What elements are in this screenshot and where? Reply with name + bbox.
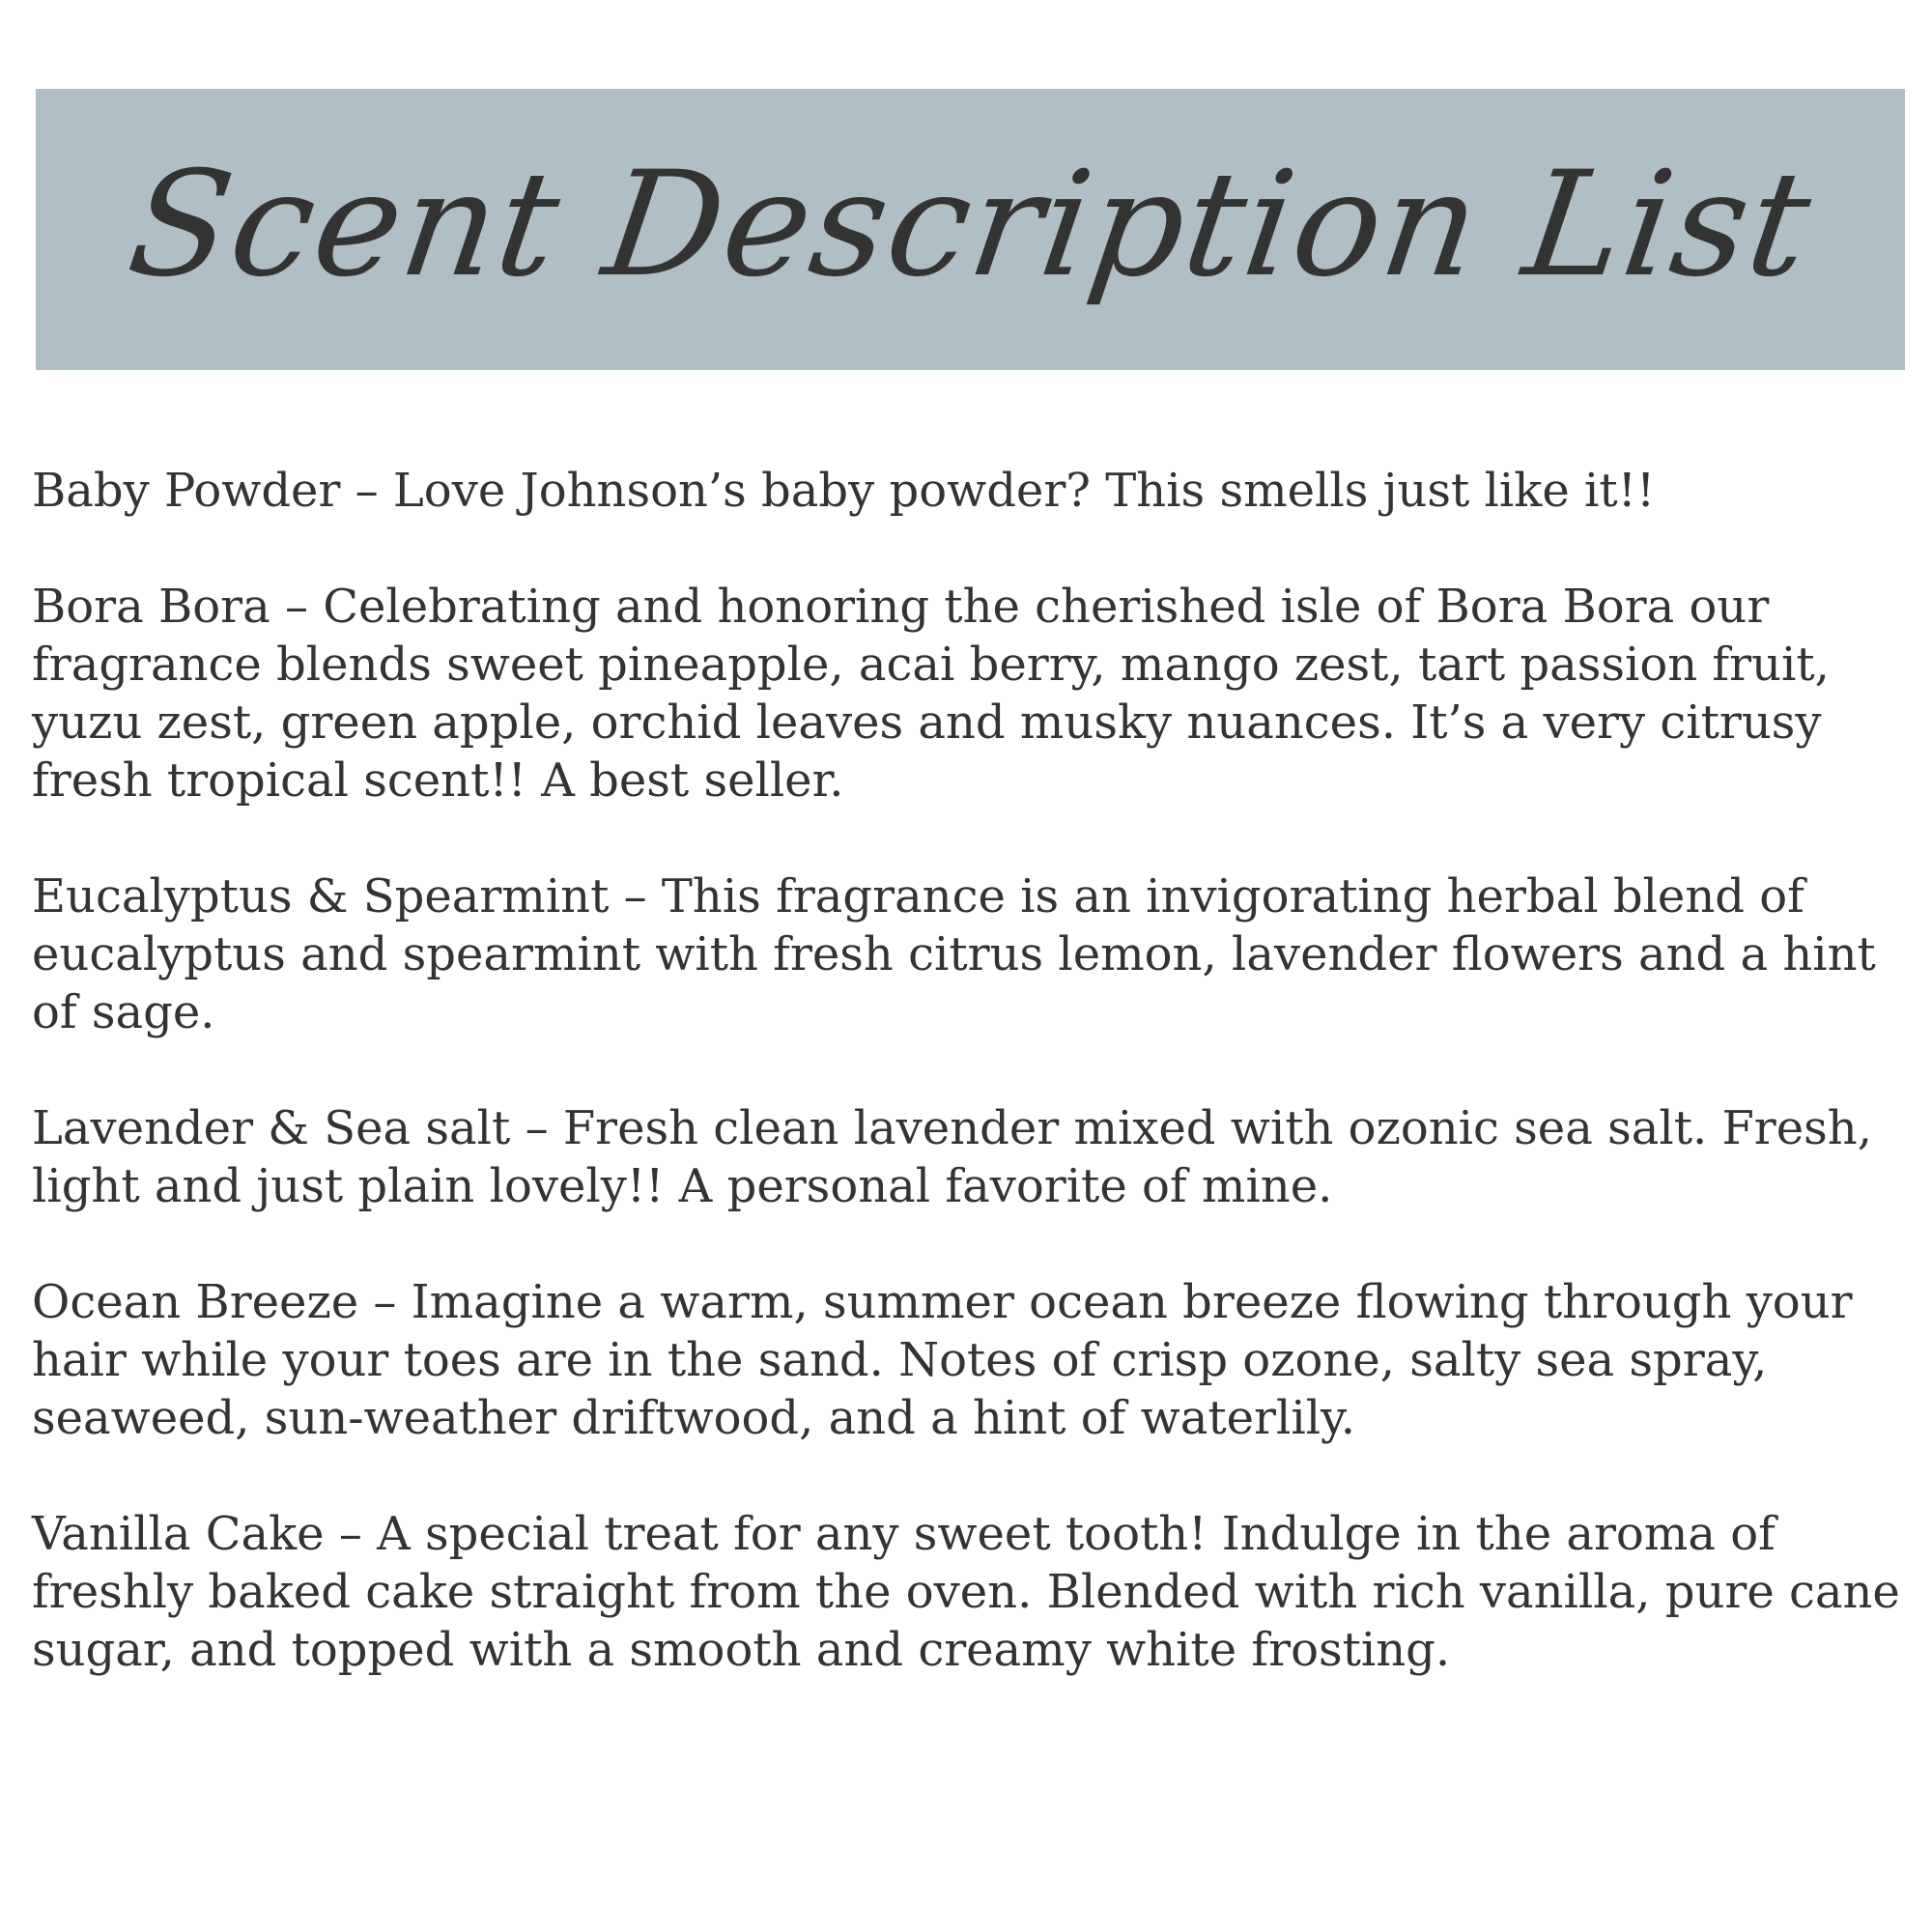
scent-entry-eucalyptus-spearmint: Eucalyptus & Spearmint – This fragrance is an invigorating herbal blend of eucalyptus and spearmint with fresh citrus lemon, lavender flowers and a hint of sage. [32,869,1876,1039]
page-title: Scent Description List [119,140,1822,309]
scent-entry-ocean-breeze: Ocean Breeze – Imagine a warm, summer ocean breeze flowing through your hair while your toes are in the sand. Notes of crisp ozone, salty sea spray, seaweed, sun-weather driftwood, and a hint of waterlily. [32,1275,1853,1445]
scent-entry-lavender-sea-salt: Lavender & Sea salt – Fresh clean lavender mixed with ozonic sea salt. Fresh, light and just plain lovely!! A personal favorite of mine. [32,1101,1872,1213]
title-banner [36,89,1905,370]
scent-list [32,462,1901,1737]
scent-entry-vanilla-cake: Vanilla Cake – A special treat for any sweet tooth! Indulge in the aroma of freshly baked cake straight from the oven. Blended with rich vanilla, pure cane sugar, and topped with a smooth and creamy white frosting. [32,1507,1900,1677]
scent-entry-bora-bora: Bora Bora – Celebrating and honoring the cherished isle of Bora Bora our fragrance blends sweet pineapple, acai berry, mango zest, tart passion fruit, yuzu zest, green apple, orchid leaves and musky nuances. It’s a very citrusy fresh tropical scent!! A best seller. [32,580,1830,808]
scent-entry-baby-powder: Baby Powder – Love Johnson’s baby powder? This smells just like it!! [32,464,1656,518]
